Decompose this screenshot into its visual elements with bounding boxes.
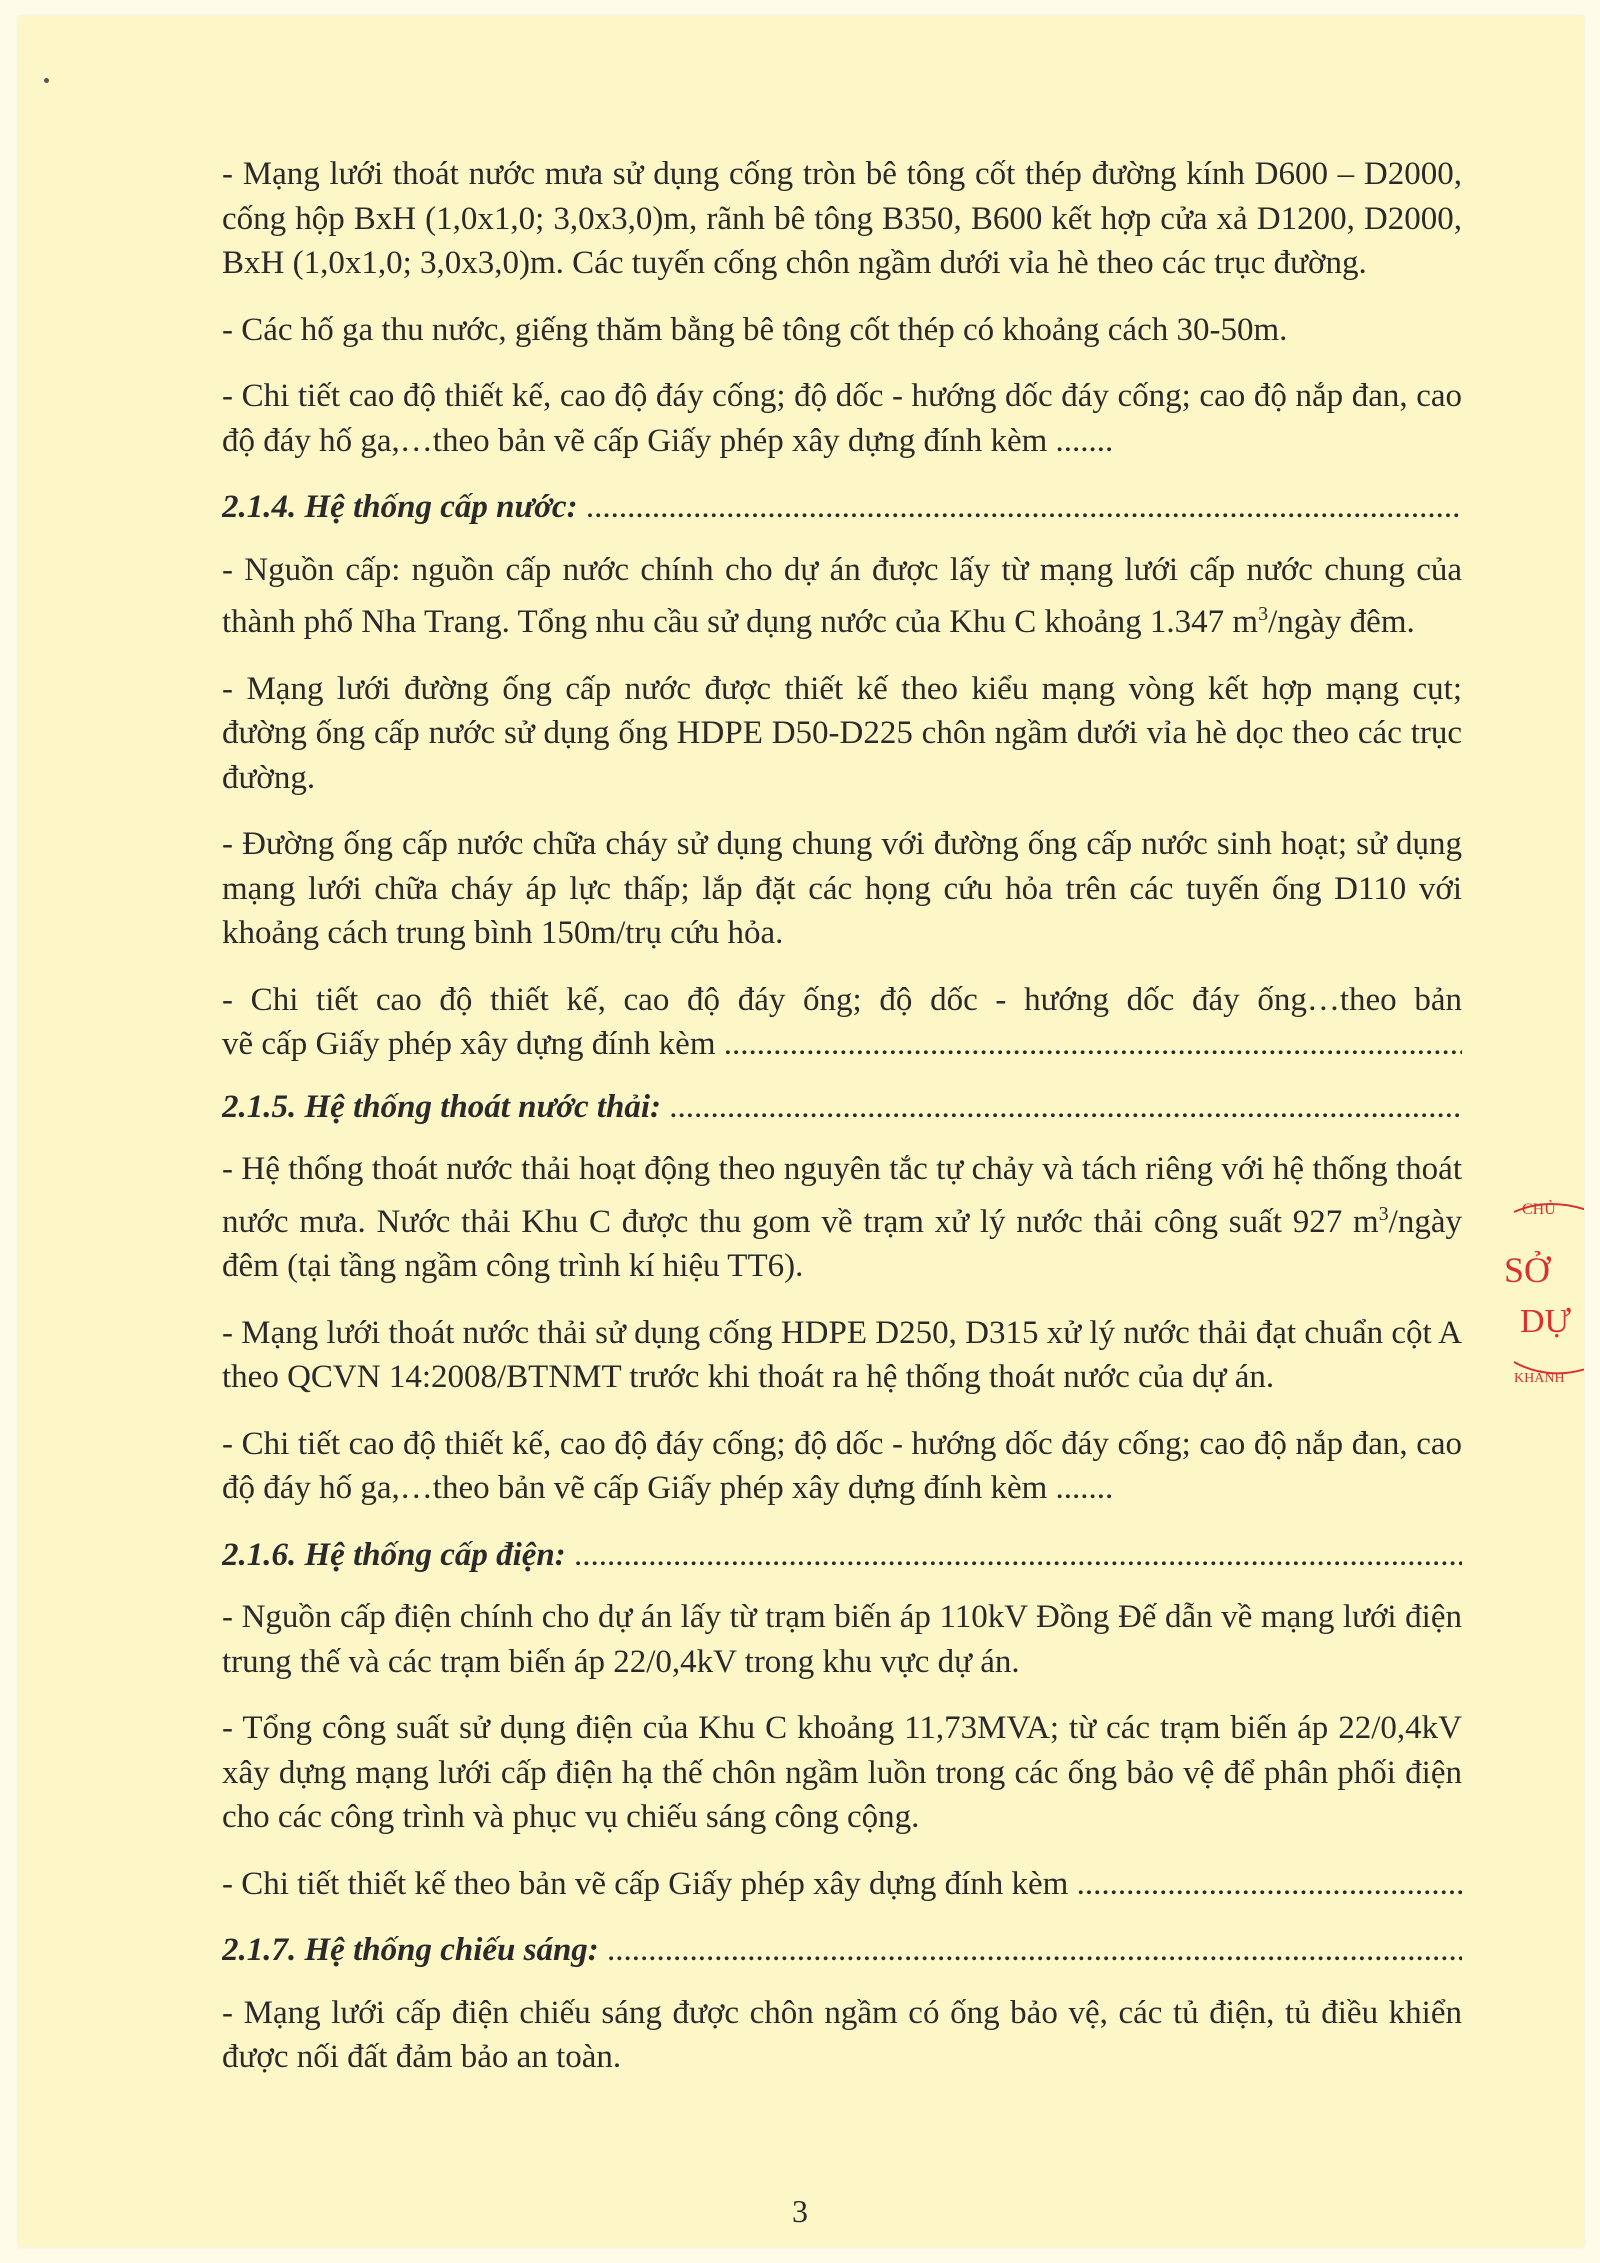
- paragraph-storm-drain-network: - Mạng lưới thoát nước mưa sử dụng cống tròn bê tông cốt thép đường kính D600 – D2000, cống hộp BxH (1,0x1,0; 3,0x3,0)m, rãnh bê tông B350, B600 kết hợp cửa xả D1200, D2000, BxH (1,0x1,0; 3,0x3,0)m. Các tuyến cống chôn ngầm dưới vỉa hè theo các trục đường.: [222, 156, 1462, 281]
- scan-speck: [44, 78, 49, 83]
- svg-text:KHÁNH: KHÁNH: [1514, 1371, 1565, 1386]
- paragraph-water-network: - Mạng lưới đường ống cấp nước được thiết kế theo kiểu mạng vòng kết hợp mạng cụt; đường ống cấp nước sử dụng ống HDPE D50-D225 chôn ngầm dưới vỉa hè dọc theo các trục đường.: [222, 670, 1462, 796]
- svg-text:DỰ: DỰ: [1520, 1303, 1571, 1340]
- red-seal-stamp: [1474, 1182, 1584, 1412]
- svg-text:CHỦ: CHỦ: [1522, 1201, 1556, 1218]
- paragraph-power-source: - Nguồn cấp điện chính cho dự án lấy từ trạm biến áp 110kV Đồng Đế dẫn về mạng lưới điện trung thế và các trạm biến áp 22/0,4kV trong khu vực dự án.: [222, 1599, 1462, 1680]
- svg-text:SỞ: SỞ: [1504, 1250, 1551, 1290]
- heading-water-supply: 2.1.4. Hệ thống cấp nước: .....: [222, 485, 1462, 530]
- heading-wastewater: 2.1.5. Hệ thống thoát nước thải: .....: [222, 1085, 1462, 1130]
- heading-lighting: 2.1.7. Hệ thống chiếu sáng: .....: [222, 1928, 1462, 1973]
- document-body: [222, 152, 1462, 2102]
- paragraph-lighting: - Mạng lưới cấp điện chiếu sáng được chôn ngầm có ống bảo vệ, các tủ điện, tủ điều khiển được nối đất đảm bảo an toàn.: [222, 1994, 1462, 2075]
- paragraph-power-details: - Chi tiết thiết kế theo bản vẽ cấp Giấy phép xây dựng đính kèm .....: [222, 1862, 1462, 1907]
- paragraph-wastewater-system: - Hệ thống thoát nước thải hoạt động theo nguyên tắc tự chảy và tách riêng với hệ thống thoát nước mưa. Nước thải Khu C được thu gom về trạm xử lý nước thải công suất 927 $m^3$/ngày đêm (tại tầng ngầm công trình kí hiệu TT6).: [222, 1151, 1462, 1284]
- page-number: 3: [792, 2193, 808, 2229]
- paragraph-water-source: - Nguồn cấp: nguồn cấp nước chính cho dự án được lấy từ mạng lưới cấp nước chung của thành phố Nha Trang. Tổng nhu cầu sử dụng nước của Khu C khoảng 1.347 $m^3$/ngày đêm.: [222, 551, 1462, 640]
- paragraph-fire-water: - Đường ống cấp nước chữa cháy sử dụng chung với đường ống cấp nước sinh hoạt; sử dụng mạng lưới chữa cháy áp lực thấp; lắp đặt các họng cứu hỏa trên các tuyến ống D110 với khoảng cách trung bình 150m/trụ cứu hỏa.: [222, 826, 1462, 951]
- paragraph-water-details: - Chi tiết cao độ thiết kế, cao độ đáy ống; độ dốc - hướng dốc đáy ống…theo bản vẽ cấp Giấy phép xây dựng đính kèm .....: [222, 978, 1462, 1067]
- paragraph-power-capacity: - Tổng công suất sử dụng điện của Khu C khoảng 11,73MVA; từ các trạm biến áp 22/0,4kV xây dựng mạng lưới cấp điện hạ thế chôn ngầm luồn trong các ống bảo vệ để phân phối điện cho các công trình và phục vụ chiếu sáng công cộng.: [222, 1710, 1462, 1835]
- paragraph-manholes: - Các hố ga thu nước, giếng thăm bằng bê tông cốt thép có khoảng cách 30-50m.: [222, 311, 1288, 348]
- heading-power-supply: 2.1.6. Hệ thống cấp điện: .....: [222, 1533, 1462, 1578]
- paragraph-wastewater-network: - Mạng lưới thoát nước thải sử dụng cống HDPE D250, D315 xử lý nước thải đạt chuẩn cột A theo QCVN 14:2008/BTNMT trước khi thoát ra hệ thống thoát nước của dự án.: [222, 1314, 1462, 1395]
- paragraph-drain-details: - Chi tiết cao độ thiết kế, cao độ đáy cống; độ dốc - hướng dốc đáy cống; cao độ nắp đan, cao độ đáy hố ga,…theo bản vẽ cấp Giấy phép xây dựng đính kèm .......: [222, 378, 1462, 459]
- paragraph-wastewater-details: - Chi tiết cao độ thiết kế, cao độ đáy cống; độ dốc - hướng dốc đáy cống; cao độ nắp đan, cao độ đáy hố ga,…theo bản vẽ cấp Giấy phép xây dựng đính kèm .......: [222, 1425, 1462, 1506]
